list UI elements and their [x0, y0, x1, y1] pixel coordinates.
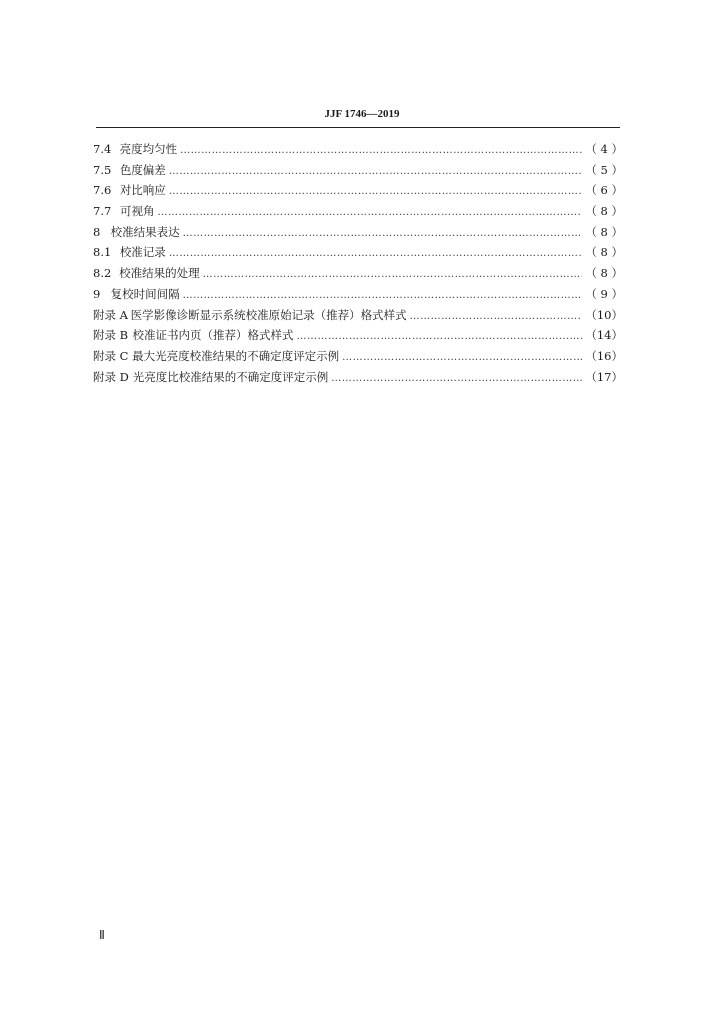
toc-entry-page: （ 8 ） — [585, 204, 623, 219]
toc-entry-title: 亮度均匀性 — [119, 142, 178, 156]
toc-leader-dots — [169, 248, 583, 259]
toc-entry-page: （ 8 ） — [585, 245, 623, 260]
toc-entry-page: （ 5 ） — [585, 162, 623, 177]
toc-leader-dots — [169, 166, 583, 177]
toc-entry-number: 7.4 — [93, 142, 112, 156]
toc-entry-title: 复校时间间隔 — [110, 286, 180, 301]
toc-entry-number: 7.7 — [93, 204, 112, 219]
toc-entry — [93, 286, 623, 307]
toc-entry — [93, 141, 623, 162]
toc-entry-number: 附录 C — [93, 348, 129, 363]
toc-leader-dots — [342, 352, 582, 363]
toc-entry-number: 8.1 — [93, 245, 112, 260]
toc-entry-title: 医学影像诊断显示系统校准原始记录（推荐）格式样式 — [130, 307, 407, 322]
table-of-contents — [93, 141, 623, 389]
toc-entry-number: 7.6 — [93, 183, 112, 198]
toc-entry-title: 光亮度比校准结果的不确定度评定示例 — [132, 369, 329, 384]
toc-entry-page: （ 8 ） — [585, 266, 623, 281]
toc-entry — [93, 327, 623, 348]
document-code-header: JJF 1746—2019 — [324, 108, 400, 120]
toc-entry — [93, 203, 623, 224]
toc-leader-dots — [297, 331, 583, 342]
toc-entry — [93, 265, 623, 286]
toc-entry-number: 8 — [93, 224, 101, 239]
toc-entry-page: （ 8 ） — [585, 224, 623, 239]
toc-entry-page: （ 6 ） — [585, 183, 623, 198]
toc-entry-title: 可视角 — [120, 204, 155, 219]
toc-entry-page: （14） — [585, 328, 623, 343]
toc-leader-dots — [410, 311, 583, 322]
toc-entry-title: 校准证书内页（推荐）格式样式 — [132, 328, 294, 343]
toc-entry — [93, 307, 623, 328]
toc-entry-page: （ 4 ） — [585, 142, 623, 156]
toc-leader-dots — [180, 145, 582, 156]
toc-entry-page: （16） — [585, 348, 623, 363]
toc-entry — [93, 182, 623, 203]
toc-entry-title: 校准结果的处理 — [119, 266, 200, 281]
toc-entry-page: （ 9 ） — [585, 286, 623, 301]
toc-entry-title: 对比响应 — [119, 183, 166, 198]
toc-entry-number: 8.2 — [93, 266, 112, 281]
toc-entry — [93, 162, 623, 183]
toc-entry — [93, 244, 623, 265]
toc-entry — [93, 369, 623, 390]
toc-entry-page: （17） — [585, 369, 623, 384]
toc-leader-dots — [158, 207, 583, 218]
toc-leader-dots — [183, 228, 583, 239]
toc-entry-page: （10） — [585, 307, 623, 322]
toc-entry-number: 附录 A — [93, 307, 128, 322]
toc-entry-number: 附录 B — [93, 328, 129, 343]
toc-entry-number: 9 — [93, 286, 101, 301]
toc-leader-dots — [203, 269, 583, 280]
toc-leader-dots — [169, 186, 583, 197]
toc-entry-number: 附录 D — [93, 369, 129, 384]
toc-entry-title: 校准记录 — [119, 245, 166, 260]
toc-entry-title: 校准结果表达 — [110, 224, 180, 239]
toc-entry — [93, 348, 623, 369]
toc-entry-title: 最大光亮度校准结果的不确定度评定示例 — [132, 348, 340, 363]
toc-entry-number: 7.5 — [93, 162, 112, 177]
toc-entry — [93, 224, 623, 245]
toc-entry-title: 色度偏差 — [119, 162, 166, 177]
toc-leader-dots — [331, 373, 582, 384]
header-rule — [96, 127, 620, 128]
toc-leader-dots — [183, 290, 583, 301]
page-number: Ⅱ — [99, 928, 105, 942]
